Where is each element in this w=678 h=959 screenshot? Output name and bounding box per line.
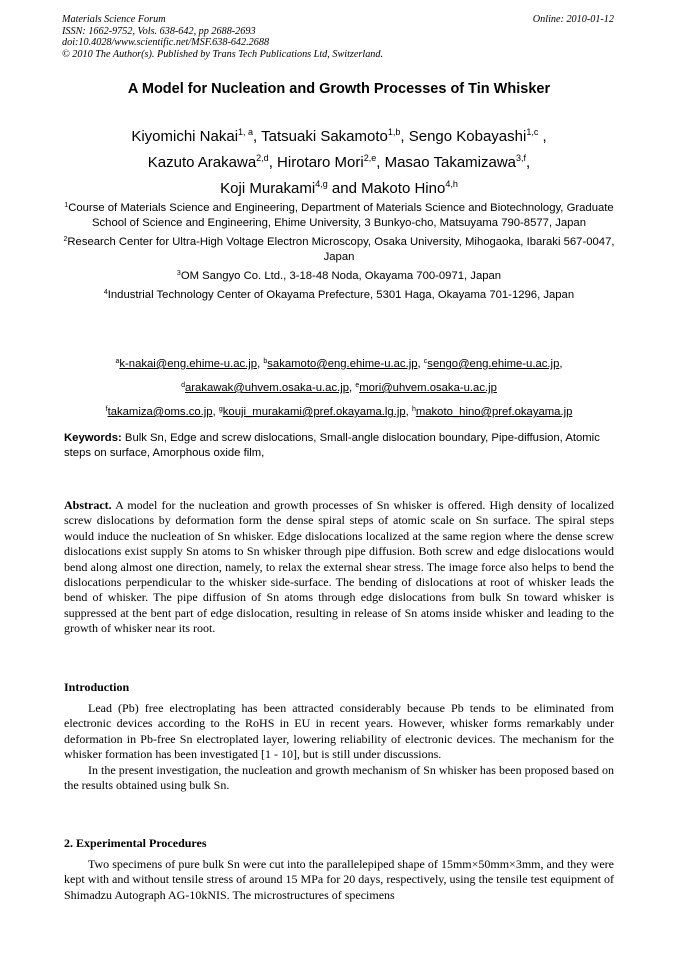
email-list (40, 352, 638, 424)
author-sup: 1, a (238, 127, 254, 137)
email-line (40, 376, 638, 400)
email-sep: , (405, 406, 412, 418)
introduction-paragraph: In the present investigation, the nucleation and growth mechanism of Sn whisker has been proposed based on the results obtained using bulk Sn. (64, 762, 614, 793)
author-sup: 2,e (363, 153, 377, 163)
affiliation (60, 269, 618, 284)
introduction-heading: Introduction (64, 680, 130, 694)
email-sup: e (355, 382, 360, 389)
affiliation-sup: 1 (64, 202, 69, 209)
author-sep: , (538, 128, 547, 145)
email-sep: , (559, 358, 563, 370)
author-list (40, 124, 638, 202)
author-line (40, 124, 638, 150)
issn-line: ISSN: 1662-9752, Vols. 638-642, pp 2688-2693 (62, 25, 256, 37)
author-sup: 4,h (445, 179, 458, 189)
author-name: Sengo Kobayashi (408, 128, 527, 145)
author-sep: and (327, 180, 362, 197)
affiliation-sup: 3 (176, 270, 181, 277)
affiliation-text: OM Sangyo Co. Ltd., 3-18-48 Noda, Okayama 700-0971, Japan (180, 270, 502, 282)
author-sup: 3,f (516, 153, 527, 163)
copyright-line: © 2010 The Author(s). Published by Trans Tech Publications Ltd, Switzerland. (62, 48, 384, 60)
author-sup: 1,b (387, 127, 401, 137)
author-name: Makoto Hino (361, 180, 446, 197)
email-sep: , (417, 358, 424, 370)
email-link[interactable]: takamiza@oms.co.jp (107, 406, 213, 418)
doi-line[interactable]: doi:10.4028/www.scientific.net/MSF.638-642.2688 (62, 37, 270, 49)
email-sup: f (105, 406, 108, 413)
affiliation (60, 288, 618, 303)
affiliation-list (60, 201, 618, 307)
affiliation-sup: 2 (63, 236, 68, 243)
affiliation-sup: 4 (103, 289, 108, 296)
author-name: Masao Takamizawa (384, 154, 517, 171)
email-link[interactable]: makoto_hino@pref.okayama.jp (415, 406, 573, 418)
author-name: Tatsuaki Sakamoto (261, 128, 388, 145)
keywords-label: Keywords: (64, 432, 122, 444)
affiliation-text: Research Center for Ultra-High Voltage Electron Microscopy, Osaka University, Mihogaoka, Ibaraki 567-0047, Japan (67, 236, 615, 263)
email-sep: , (212, 406, 219, 418)
author-sep: , (268, 154, 278, 171)
author-name: Koji Murakami (220, 180, 316, 197)
email-line (40, 352, 638, 376)
email-link[interactable]: k-nakai@eng.ehime-u.ac.jp (119, 358, 258, 370)
author-sep: , (376, 154, 385, 171)
email-link[interactable]: mori@uhvem.osaka-u.ac.jp (359, 382, 497, 394)
email-line (40, 400, 638, 424)
email-link[interactable]: arakawak@uhvem.osaka-u.ac.jp (184, 382, 350, 394)
author-name: Kazuto Arakawa (147, 154, 257, 171)
abstract-label: Abstract. (64, 498, 112, 512)
affiliation-text: Course of Materials Science and Engineering, Department of Materials Science and Biotechnology, Graduate School of Science and Engineering, Ehime University, 3 Bunkyo-cho, Matsuyama 790-8577, Japan (68, 202, 614, 229)
email-sup: c (423, 358, 428, 365)
paper-title: A Model for Nucleation and Growth Processes of Tin Whisker (127, 81, 551, 97)
affiliation (60, 201, 618, 231)
author-line (40, 150, 638, 176)
affiliation-text: Industrial Technology Center of Okayama Prefecture, 5301 Haga, Okayama 701-1296, Japan (107, 289, 575, 301)
email-link[interactable]: sakamoto@eng.ehime-u.ac.jp (267, 358, 418, 370)
journal-header (62, 14, 614, 60)
email-sep: , (349, 382, 356, 394)
experimental-body (64, 857, 614, 903)
email-link[interactable]: sengo@eng.ehime-u.ac.jp (427, 358, 560, 370)
affiliation (60, 235, 618, 265)
email-link[interactable]: kouji_murakami@pref.okayama.lg.jp (222, 406, 406, 418)
abstract-block (64, 498, 614, 637)
experimental-heading: 2. Experimental Procedures (64, 836, 207, 850)
journal-name: Materials Science Forum (62, 14, 166, 25)
email-sup: a (115, 358, 120, 365)
author-line (40, 176, 638, 202)
author-name: Hirotaro Mori (277, 154, 364, 171)
email-sup: d (181, 382, 185, 389)
author-sup: 1,c (526, 127, 539, 137)
email-sup: h (411, 406, 416, 413)
author-sep: , (400, 128, 409, 145)
abstract-text: A model for the nucleation and growth processes of Sn whisker is offered. High density of localized screw dislocations by deformation form the dense spiral steps of atomic scale on Sn surface. The spiral steps would induce the nucleation of Sn whisker. Edge dislocations localized at the same region where the dense screw dislocations exist supply Sn atoms to Sn whisker through pipe diffusion. Both screw and edge dislocations would bend along almost one direction, namely, to relax the external shear stress. The image force also helps to bend the dislocations perpendicular to the whisker side-surface. The bending of dislocations at root of whisker leads the bend of whisker. The pipe diffusion of Sn atoms through edge dislocations from bulk Sn toward whisker is suppressed at the bent part of edge dislocation, resulting in release of Sn atoms inside whisker and leading to the growth of whisker near its root. (64, 498, 614, 636)
online-date: Online: 2010-01-12 (532, 14, 614, 25)
experimental-paragraph: Two specimens of pure bulk Sn were cut into the parallelepiped shape of 15mm×50mm×3mm, and they were kept with and without tensile stress of around 15 MPa for 20 days, respectively, using the tensile test equipment of Shimadzu Autograph AG-10kNIS. The microstructures of specimens (64, 857, 614, 902)
email-sup: g (218, 406, 223, 413)
email-sep: , (257, 358, 264, 370)
introduction-body (64, 701, 614, 793)
keywords-text: Bulk Sn, Edge and screw dislocations, Small-angle dislocation boundary, Pipe-diffusion, Atomic steps on surface, Amorphous oxide film, (64, 432, 600, 459)
author-sup: 4,g (315, 179, 328, 189)
author-sup: 2,d (256, 153, 269, 163)
author-sep: , (253, 128, 262, 145)
author-name: Kiyomichi Nakai (131, 128, 239, 145)
email-sup: b (263, 358, 268, 365)
author-sep: , (526, 154, 531, 171)
introduction-paragraph: Lead (Pb) free electroplating has been attracted considerably because Pb tends to be eliminated from electronic devices according to the RoHS in EU in recent years. However, whisker forms remarkably under deformation in Pb-free Sn electroplated layer, lowering reliability of electronic devices. The mechanism for the whisker formation has been investigated [1 - 10], but is still under discussions. (64, 701, 614, 762)
keywords-block (64, 431, 614, 461)
